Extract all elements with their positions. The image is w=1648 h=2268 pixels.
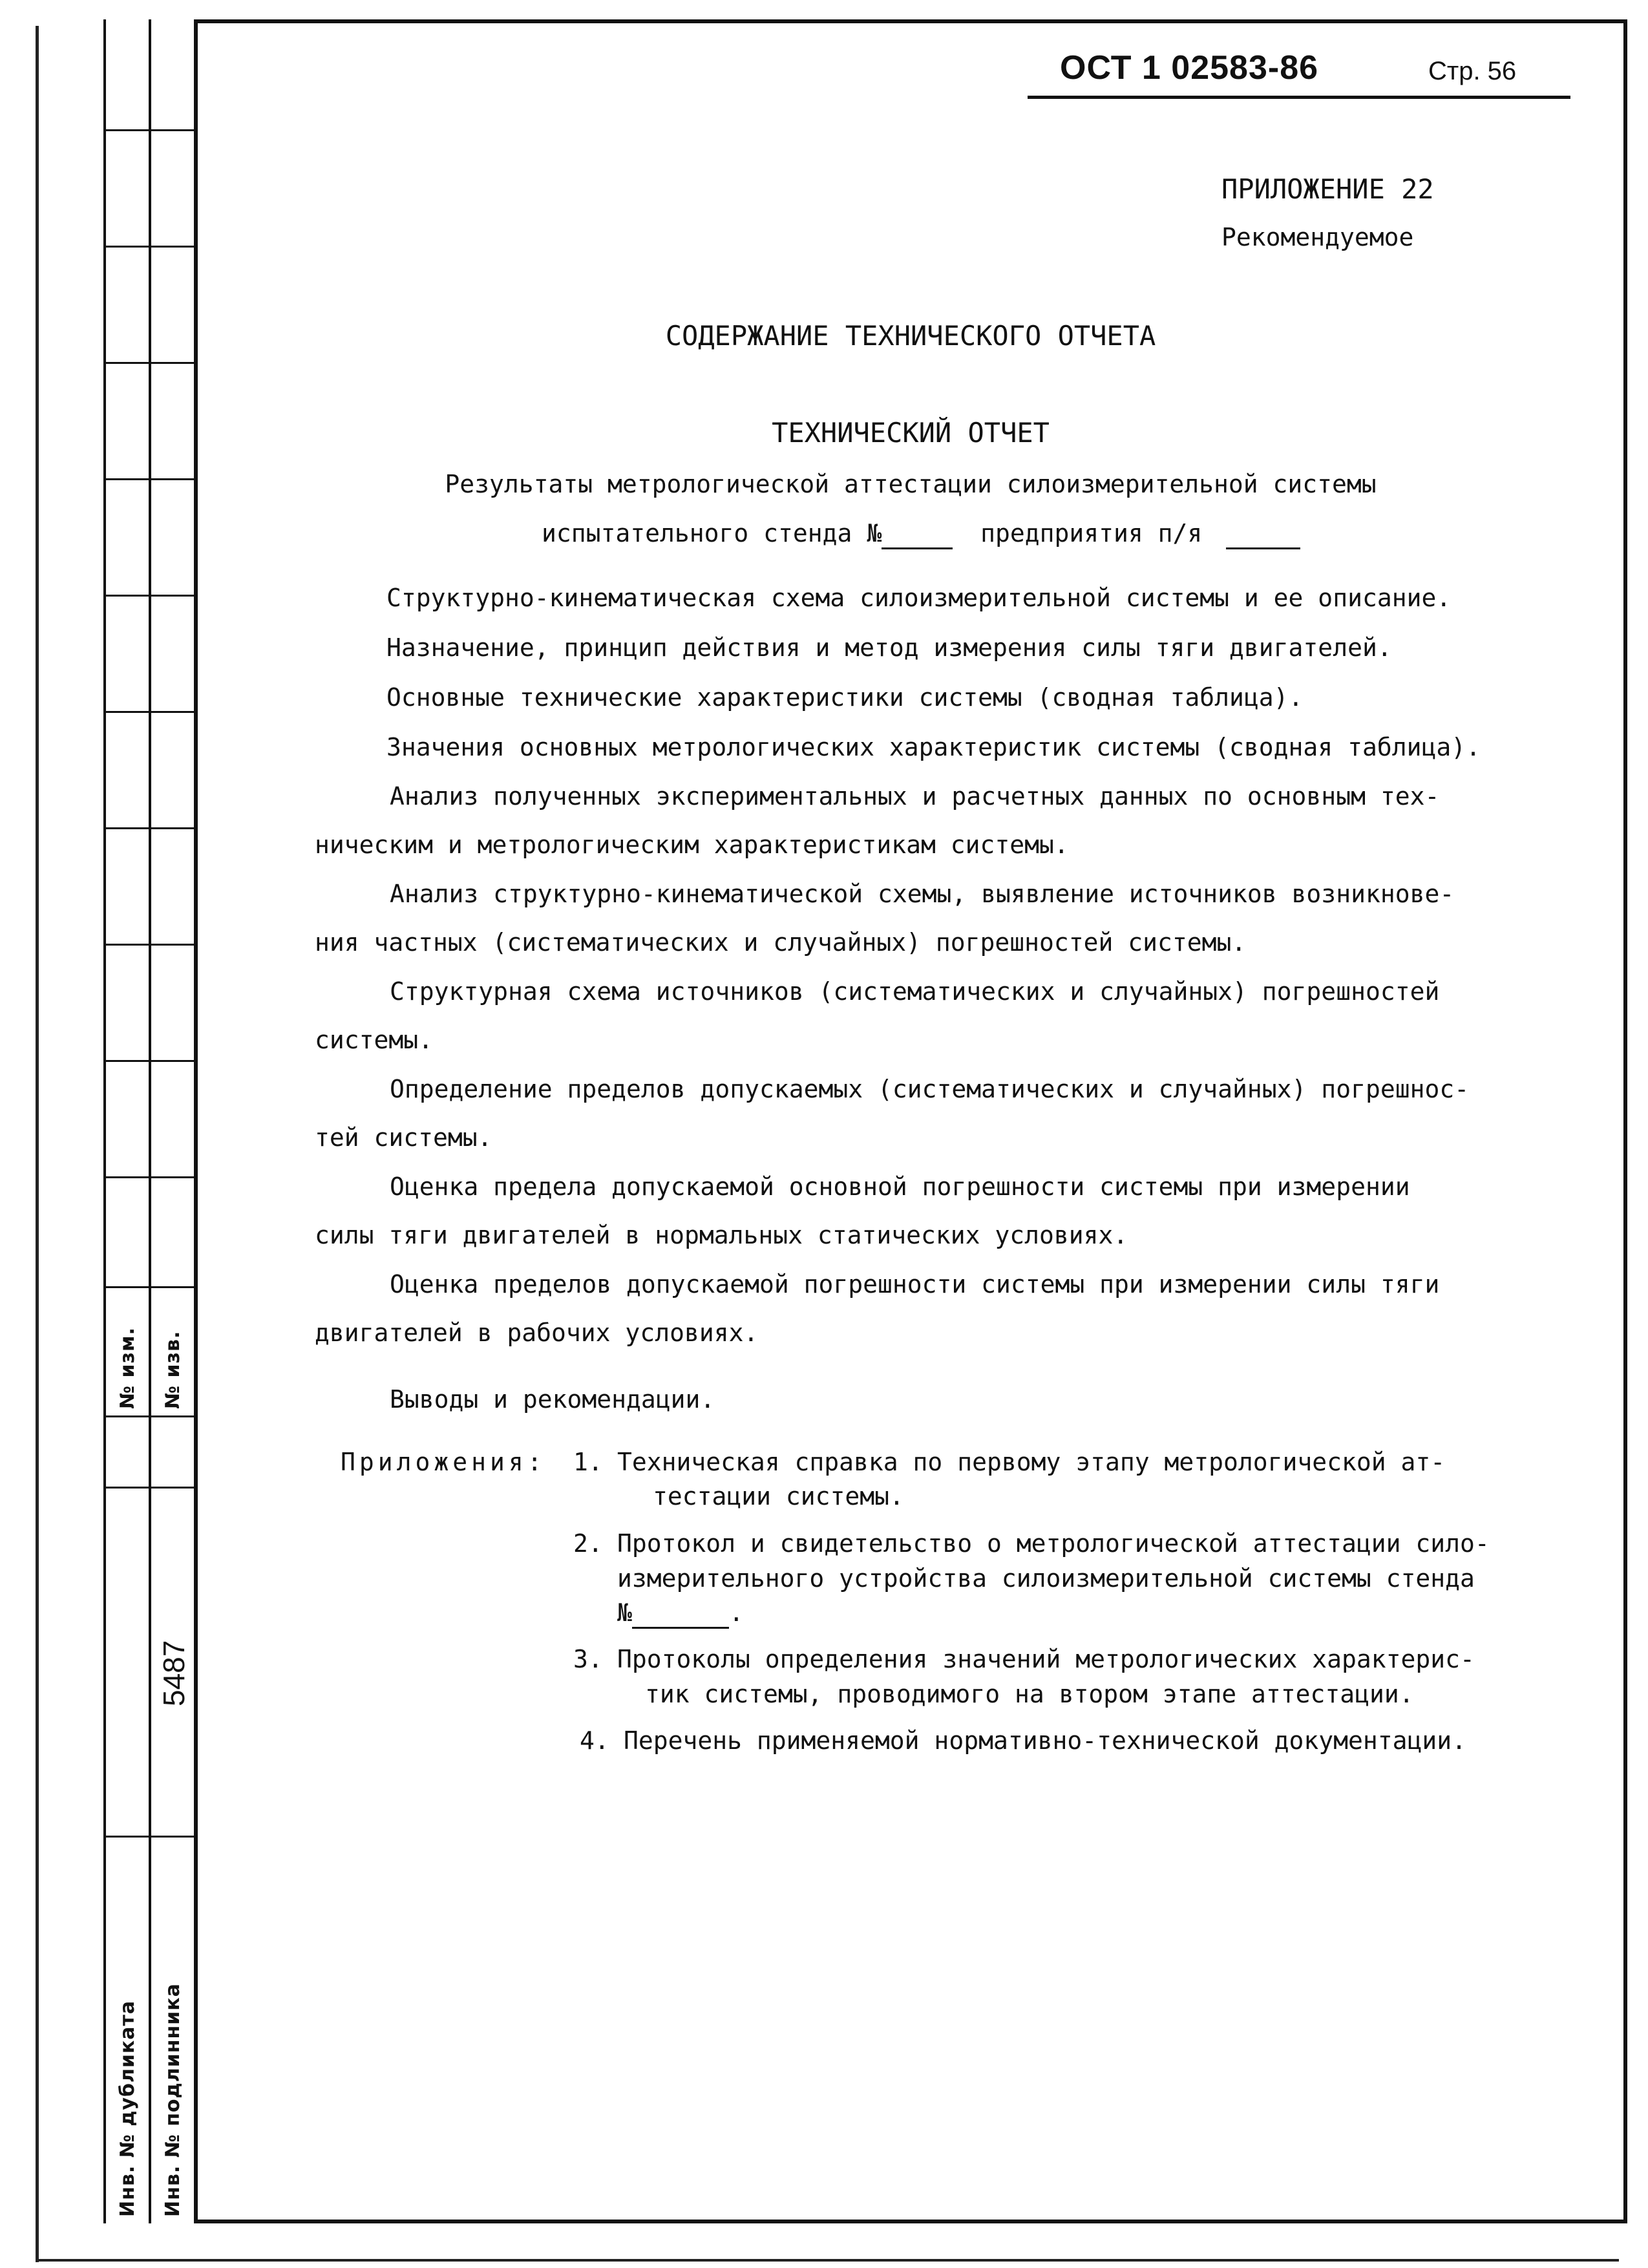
document-code: ОСТ 1 02583-86 — [1060, 49, 1319, 87]
contents-line: Определение пределов допускаемых (систематических и случайных) погрешнос- — [390, 1075, 1470, 1103]
stamp-divider — [103, 1176, 194, 1178]
stand-number-blank — [882, 519, 953, 549]
enterprise-blank — [1226, 519, 1300, 549]
stamp-inv-podl: Инв. № подлинника — [162, 1983, 184, 2217]
outer-border-left — [36, 26, 39, 2262]
stamp-divider — [103, 711, 194, 713]
contents-line: системы. — [315, 1026, 434, 1054]
contents-line: Анализ структурно-кинематической схемы, выявление источников возникнове- — [390, 880, 1455, 908]
contents-line: двигателей в рабочих условиях. — [315, 1319, 759, 1347]
attachment-line: тестации системы. — [653, 1482, 904, 1510]
doc-title: СОДЕРЖАНИЕ ТЕХНИЧЕСКОГО ОТЧЕТА — [665, 320, 1156, 352]
page-number: Стр. 56 — [1428, 57, 1517, 85]
stand-no-blank — [632, 1598, 729, 1629]
doc-line1: Результаты метрологической аттестации силоизмерительной системы — [445, 470, 1377, 498]
stamp-column-1 — [103, 19, 149, 2223]
attachment-num: 1. — [573, 1448, 603, 1476]
stamp-divider — [103, 362, 194, 364]
contents-line: тей системы. — [315, 1123, 492, 1152]
stand-label: испытательного стенда № — [542, 519, 882, 547]
contents-line: Оценка предела допускаемой основной погрешности системы при измерении — [390, 1172, 1410, 1201]
stamp-divider — [103, 478, 194, 480]
stamp-divider — [103, 827, 194, 829]
stand-no-label: № — [617, 1598, 632, 1627]
contents-line: Оценка пределов допускаемой погрешности системы при измерении силы тяги — [390, 1270, 1440, 1298]
stamp-divider — [103, 1415, 194, 1417]
stamp-divider — [103, 944, 194, 946]
contents-line: Структурная схема источников (систематических и случайных) погрешностей — [390, 977, 1440, 1006]
attachment-num: 2. — [573, 1529, 603, 1558]
stamp-divider — [103, 1286, 194, 1288]
contents-line: Основные технические характеристики системы (сводная таблица). — [386, 683, 1304, 712]
stamp-divider — [103, 1836, 194, 1838]
stamp-izm: № изм. — [116, 1327, 139, 1409]
stamp-column-2 — [149, 19, 194, 2223]
doc-line2 — [542, 519, 1300, 549]
appendix-title: ПРИЛОЖЕНИЕ 22 — [1221, 173, 1434, 205]
contents-line: Значения основных метрологических характеристик системы (сводная таблица). — [386, 733, 1481, 761]
attachments-label: Приложения: — [341, 1448, 546, 1476]
attachment-line: тик системы, проводимого на втором этапе аттестации. — [645, 1680, 1414, 1708]
enterprise-label: предприятия п/я — [980, 519, 1203, 547]
attachment-line: Техническая справка по первому этапу метрологической ат- — [617, 1448, 1446, 1476]
attachment-line: Перечень применяемой нормативно-технической документации. — [624, 1726, 1467, 1755]
stamp-divider — [103, 595, 194, 597]
attachment-num: 3. — [573, 1645, 603, 1673]
contents-line: Назначение, принцип действия и метод измерения силы тяги двигателей. — [386, 633, 1392, 662]
stamp-divider — [103, 246, 194, 248]
stamp-number: 5487 — [157, 1640, 191, 1706]
appendix-status: Рекомендуемое — [1221, 223, 1414, 251]
attachment-num: 4. — [580, 1726, 609, 1755]
stamp-divider — [103, 129, 194, 131]
contents-line: Структурно-кинематическая схема силоизмерительной системы и ее описание. — [386, 584, 1452, 612]
stamp-divider — [103, 1060, 194, 1062]
contents-line: Анализ полученных экспериментальных и расчетных данных по основным тех- — [390, 782, 1440, 811]
attachment-line: Протоколы определения значений метрологических характерис- — [617, 1645, 1475, 1673]
contents-line: ния частных (систематических и случайных) погрешностей системы. — [315, 928, 1247, 957]
stamp-divider — [103, 1487, 194, 1489]
doc-subtitle: ТЕХНИЧЕСКИЙ ОТЧЕТ — [772, 417, 1050, 449]
attachment-line: № . — [617, 1598, 744, 1629]
contents-line: ническим и метрологическим характеристикам системы. — [315, 831, 1069, 859]
attachment-line: измерительного устройства силоизмерительной системы стенда — [617, 1564, 1475, 1593]
contents-line: Выводы и рекомендации. — [390, 1385, 715, 1414]
stamp-inv-dubl: Инв. № дубликата — [116, 2000, 139, 2217]
attachment-line: Протокол и свидетельство о метрологической аттестации сило- — [617, 1529, 1490, 1558]
header-rule — [1028, 96, 1570, 99]
contents-line: силы тяги двигателей в нормальных статических условиях. — [315, 1221, 1128, 1249]
stamp-izv: № изв. — [162, 1330, 184, 1409]
outer-border-bottom — [36, 2259, 1619, 2262]
